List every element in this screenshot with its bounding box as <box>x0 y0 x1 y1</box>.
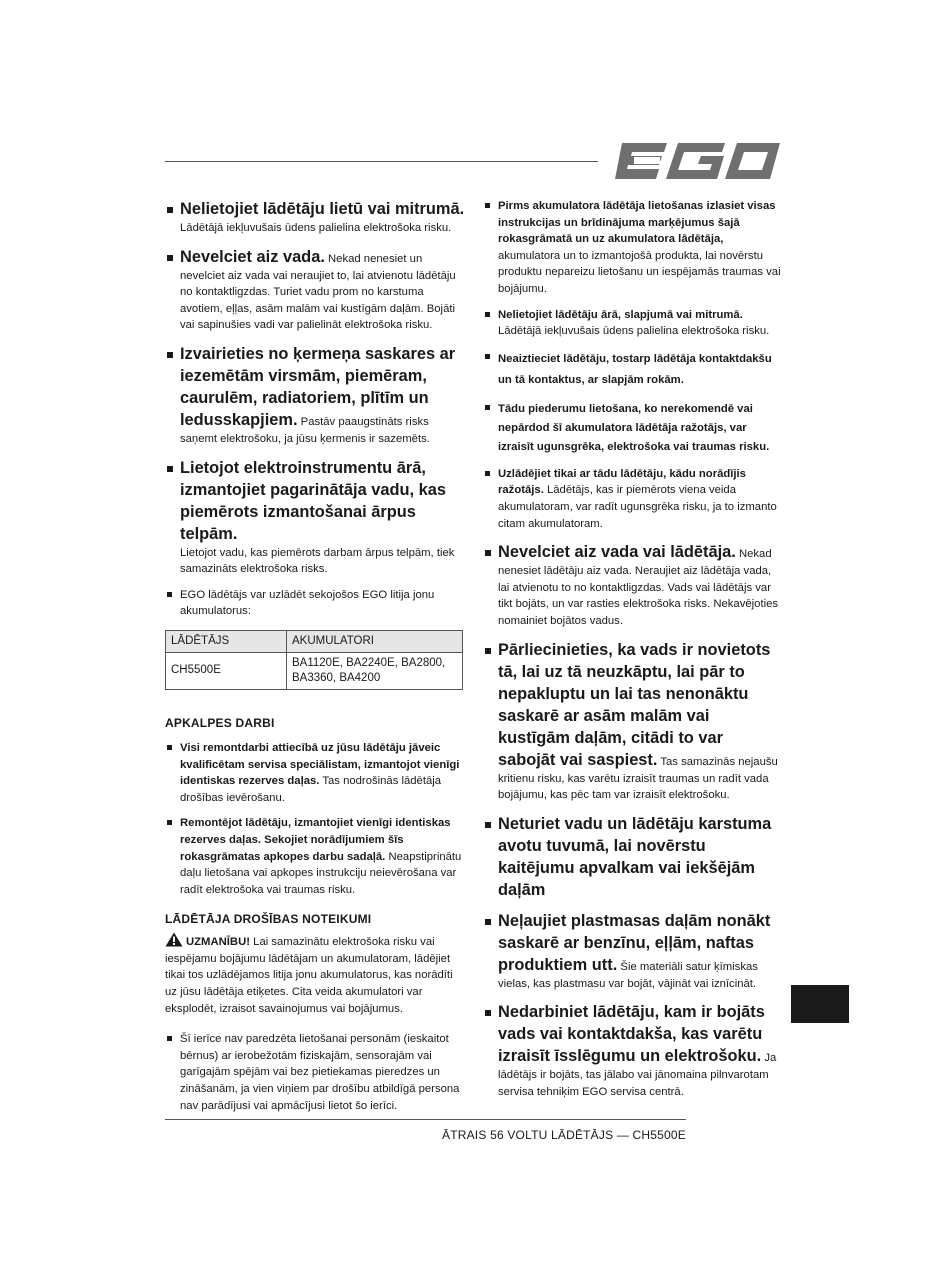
list-item <box>483 198 781 298</box>
item-heading: Pārliecinieties, ka vads ir novietots tā, lai uz tā neuzkāptu, lai pār to nepakluptu un lai tas nenonāktu saskarē ar asām malām vai kustīgām daļām, citādi to var sabojāt vai saspiest. <box>498 640 771 769</box>
warning-label: UZMANĪBU! <box>186 936 251 949</box>
item-heading: Remontējot lādētāju, izmantojiet vienīgi identiskas rezerves daļas. Sekojiet norādījumiem šīs rokasgrāmatas apkopes darbu sadaļā. <box>180 817 451 863</box>
list-item <box>483 813 781 901</box>
bullet-icon <box>167 352 173 358</box>
item-text: akumulatora un to izmantojošā produkta, lai novērstu produktu nepareizu lietošanu un iespējamās traumas vai bojājumu. <box>498 249 781 295</box>
section-heading: APKALPES DARBI <box>165 715 275 730</box>
item-heading: Pirms akumulatora lādētāja lietošanas izlasiet visas instrukcijas un brīdinājuma marķējumus šajā rokasgrāmatā un uz akumulatora lādētāja, <box>498 200 776 246</box>
bullet-icon <box>485 822 491 828</box>
list-item <box>483 349 781 391</box>
item-heading: Nevelciet aiz vada vai lādētāja. <box>498 543 736 562</box>
item-heading: Neturiet vadu un lādētāju karstuma avotu tuvumā, lai novērstu kaitējumu apvalkam vai iekšējām daļām <box>498 814 772 899</box>
item-heading: Neaiztieciet lādētāju, tostarp lādētāja kontaktdakšu un tā kontaktus, ar slapjām rokām. <box>498 352 772 386</box>
item-heading: Nedarbiniet lādētāju, kam ir bojāts vads vai kontaktdakša, kas varētu izraisīt īsslēgumu un elektrošoku. <box>498 1003 765 1066</box>
bullet-icon <box>167 592 172 597</box>
item-heading: Izvairieties no ķermeņa saskares ar iezemētām virsmām, piemēram, caurulēm, radiatoriem, plītīm un ledusskapjiem. <box>180 344 456 429</box>
list-item <box>483 541 781 629</box>
bullet-icon <box>167 745 172 750</box>
item-heading: Uzlādējiet tikai ar tādu lādētāju, kādu norādījis ražotājs. <box>498 467 746 497</box>
item-text: EGO lādētājs var uzlādēt sekojošos EGO litija jonu akumulatorus: <box>180 588 435 618</box>
item-text: Šie materiāli satur ķīmiskas vielas, kas plastmasu var bojāt, vājināt vai iznīcināt. <box>498 960 758 990</box>
item-heading: Lietojot elektroinstrumentu ārā, izmantojiet pagarinātāja vadu, kas piemērots izmantošanai ārpus telpām. <box>180 458 446 543</box>
bullet-icon <box>167 820 172 825</box>
item-text: Ja lādētājs ir bojāts, tas jālabo vai jānomaina pilnvarotam servisa tehniķim EGO servisa centrā. <box>498 1052 777 1098</box>
page-footer: ĀTRAIS 56 VOLTU LĀDĒTĀJS — CH5500E <box>442 1128 686 1142</box>
section-heading: LĀDĒTĀJA DROŠĪBAS NOTEIKUMI <box>165 912 372 927</box>
item-text: Lādētājā iekļuvušais ūdens palielina elektrošoka risku. <box>498 325 770 338</box>
list-item <box>165 198 465 237</box>
list-item <box>165 815 465 898</box>
item-text: Nekad nenesiet lādētāju aiz vada. Neraujiet aiz lādētāja vada, lai atvienotu to no kontaktligzdas. Vads vai lādētājs var tikt bojāts, un var rasties elektrošoka risks. Nekavējoties nomainiet bojātos vadus. <box>498 548 779 627</box>
item-text: Lietojot vadu, kas piemērots darbam ārpus telpām, tiek samazināts elektrošoka risks. <box>180 546 455 576</box>
bullet-icon <box>167 466 173 472</box>
bullet-icon <box>485 1010 491 1016</box>
bullet-icon <box>167 207 173 213</box>
table-header-row <box>166 630 463 652</box>
list-item <box>165 740 465 806</box>
bullet-icon <box>485 203 490 208</box>
table-header-cell: AKUMULATORI <box>287 630 463 652</box>
table-cell: BA1120E, BA2240E, BA2800, BA3360, BA4200 <box>287 652 463 689</box>
item-text: Šī ierīce nav paredzēta lietošanai personām (ieskaitot bērnus) ar ierobežotām fiziskajām, sensorajām vai garīgajām spējām vai bez pietiekamas pieredzes un zināšanām, ja vien viņiem par drošību atbildīgā persona nav parādījusi vai apmācījusi lietot šo ierīci. <box>180 1033 460 1112</box>
item-heading: Tādu piederumu lietošana, ko nerekomendē vai nepārdod šī akumulatora lādētāja ražotājs, var izraisīt ugunsgrēka, elektrošoka vai traumas risku. <box>498 402 770 453</box>
item-heading: Visi remontdarbi attiecībā uz jūsu lādētāju jāveic kvalificētam servisa speciālistam, izmantojot vienīgi identiskas rezerves daļas. <box>180 741 460 788</box>
item-heading: Neļaujiet plastmasas daļām nonākt saskarē ar benzīnu, eļļām, naftas produktiem utt. <box>498 911 771 974</box>
item-text: Tas samazinās nejaušu kritienu risku, kas varētu izraisīt traumas un radīt vada bojājumu, kas pēc tam var izraisīt elektrošoku. <box>498 755 778 802</box>
bullet-icon <box>167 255 173 261</box>
item-text: Pastāv paaugstināts risks saņemt elektrošoku, ja jūsu ķermenis ir sazemēts. <box>180 415 430 445</box>
warning-icon <box>165 932 183 947</box>
left-column <box>165 198 465 1119</box>
bullet-icon <box>485 550 491 556</box>
footer-rule <box>165 1119 686 1120</box>
list-item <box>165 1031 465 1114</box>
table-header-cell: LĀDĒTĀJS <box>166 630 287 652</box>
list-item <box>483 307 781 340</box>
language-tab <box>791 985 849 1023</box>
bullet-icon <box>485 648 491 654</box>
list-item <box>483 400 781 457</box>
item-text: Tas nodrošinās lādētāja drošības ievērošanu. <box>180 775 442 804</box>
list-item <box>483 910 781 993</box>
item-text: Neapstiprinātu daļu lietošana vai apkopes instrukciju neievērošana var radīt elektrošoka vai traumas risku. <box>180 850 462 896</box>
battery-table <box>165 630 463 690</box>
list-item <box>483 1001 781 1100</box>
bullet-icon <box>485 919 491 925</box>
table-row <box>166 652 463 689</box>
bullet-icon <box>167 1036 172 1041</box>
list-item <box>165 457 465 578</box>
bullet-icon <box>485 471 490 476</box>
list-item <box>483 466 781 532</box>
item-text: Lādētājs, kas ir piemērots viena veida akumulatoram, var radīt ugunsgrēka risku, ja to izmanto citam akumulatoram. <box>498 484 777 530</box>
bullet-icon <box>485 354 490 359</box>
ego-logo <box>612 140 782 182</box>
list-item <box>165 587 465 620</box>
header-rule <box>165 161 598 162</box>
bullet-icon <box>485 312 490 317</box>
right-column <box>483 198 781 1105</box>
item-text: Lādētājā iekļuvušais ūdens palielina elektrošoka risku. <box>180 222 452 234</box>
list-item <box>165 246 465 334</box>
list-item <box>165 343 465 448</box>
item-heading: Nelietojiet lādētāju ārā, slapjumā vai mitrumā. <box>498 308 743 321</box>
item-heading: Nevelciet aiz vada. <box>180 247 325 266</box>
item-text: Nekad nenesiet un nevelciet aiz vada vai neraujiet to, lai atvienotu lādētāju no kontaktligzdas. Turiet vadu prom no karstuma avotiem, eļļas, asām malām vai kustīgām daļām. Bojāti vai sapinušies vadi var palielināt elektrošoka risku. <box>180 252 456 332</box>
warning-text: Lai samazinātu elektrošoka risku vai iespējamu bojājumu lādētājam un akumulatoram, lādējiet tikai tos uzlādējamos litija jonu akumulatorus, kas norādīti uz jūsu lādētāja etiķetes. Cita veida akumulatori var eksplodēt, izraisot savainojumus vai bojājumus. <box>165 936 453 1015</box>
warning-block <box>165 932 465 1017</box>
bullet-icon <box>485 405 490 410</box>
table-cell: CH5500E <box>166 652 287 689</box>
item-heading: Nelietojiet lādētāju lietū vai mitrumā. <box>180 200 465 218</box>
list-item <box>483 639 781 804</box>
